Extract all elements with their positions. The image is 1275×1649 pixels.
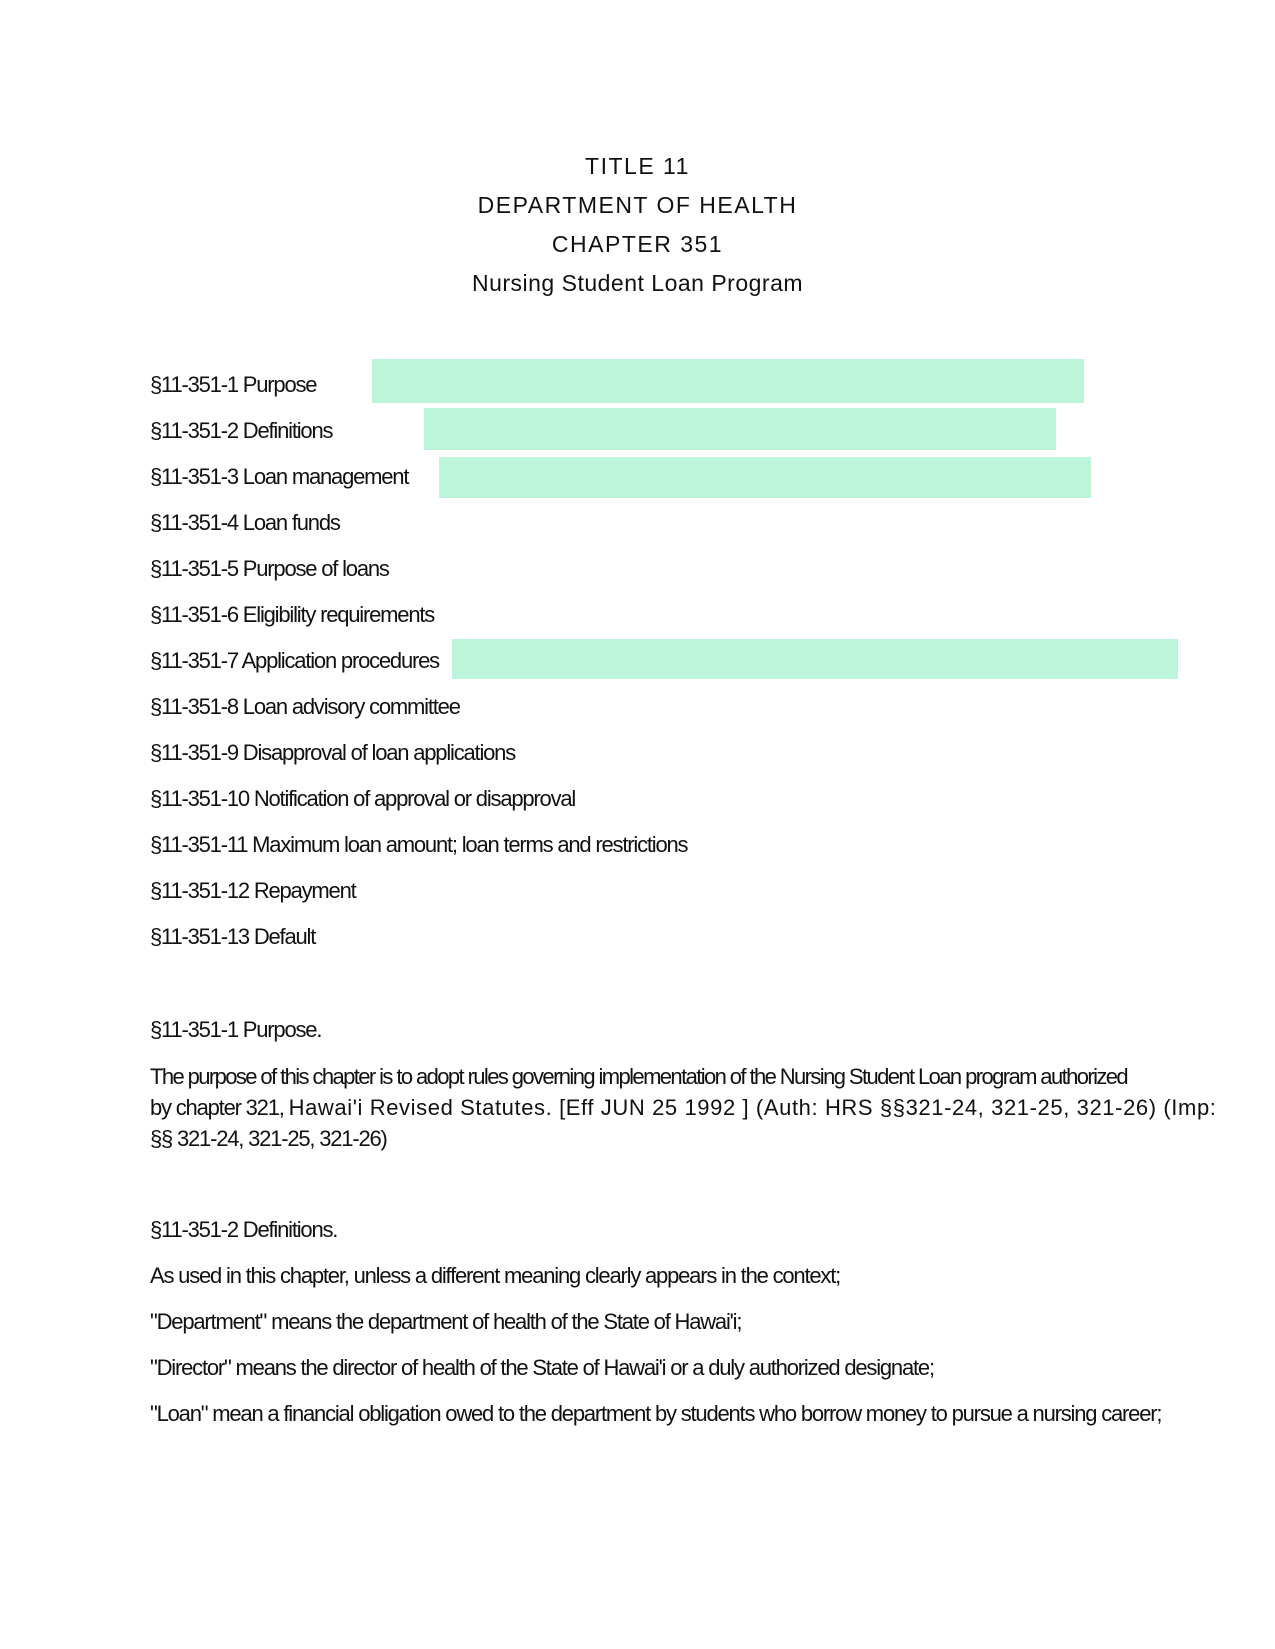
department-name: DEPARTMENT OF HEALTH [477, 192, 798, 218]
purpose-text-line-1: The purpose of this chapter is to adopt rules governing implementation of the Nursing Student Loan program authorized [150, 1064, 1128, 1089]
section-heading-definitions: §11-351-2 Definitions. [150, 1217, 338, 1242]
toc-item-purpose[interactable]: §11-351-1 Purpose [150, 372, 317, 397]
toc-item-default[interactable]: §11-351-13 Default [150, 924, 316, 949]
purpose-text-line-3: §§ 321-24, 321-25, 321-26) [150, 1126, 387, 1151]
program-name: Nursing Student Loan Program [471, 270, 804, 296]
highlight-block-3 [439, 457, 1091, 498]
document-title: TITLE 11 [585, 153, 690, 179]
highlight-block-2 [424, 408, 1056, 450]
definition-loan: "Loan" mean a financial obligation owed to the department by students who borrow money to pursue a nursing career; [150, 1401, 1162, 1426]
section-heading-purpose: §11-351-1 Purpose. [150, 1017, 322, 1042]
toc-item-loan-funds[interactable]: §11-351-4 Loan funds [150, 510, 340, 535]
toc-item-advisory-committee[interactable]: §11-351-8 Loan advisory committee [150, 694, 460, 719]
highlight-block-4 [452, 639, 1178, 679]
toc-item-definitions[interactable]: §11-351-2 Definitions [150, 418, 333, 443]
definitions-intro: As used in this chapter, unless a different meaning clearly appears in the context; [150, 1263, 841, 1288]
definition-director: "Director" means the director of health of the State of Hawai'i or a duly authorized designate; [150, 1355, 934, 1380]
toc-item-notification[interactable]: §11-351-10 Notification of approval or disapproval [150, 786, 576, 811]
purpose-text-line-2a: by chapter 321, [150, 1095, 284, 1120]
purpose-text-line-2b: Hawai'i Revised Statutes. [Eff JUN 25 1992 ] (Auth: HRS §§321-24, 321-25, 321-26) (Imp: [288, 1095, 1217, 1120]
highlight-block-1 [372, 359, 1084, 403]
purpose-text-line-2 [150, 1093, 1217, 1123]
definition-department: "Department" means the department of health of the State of Hawai'i; [150, 1309, 742, 1334]
toc-item-repayment[interactable]: §11-351-12 Repayment [150, 878, 356, 903]
chapter-number: CHAPTER 351 [551, 231, 724, 257]
toc-item-application-procedures[interactable]: §11-351-7 Application procedures [150, 648, 439, 673]
toc-item-maximum-loan[interactable]: §11-351-11 Maximum loan amount; loan terms and restrictions [150, 832, 688, 857]
toc-item-disapproval[interactable]: §11-351-9 Disapproval of loan applications [150, 740, 516, 765]
toc-item-loan-management[interactable]: §11-351-3 Loan management [150, 464, 409, 489]
toc-item-purpose-of-loans[interactable]: §11-351-5 Purpose of loans [150, 556, 389, 581]
toc-item-eligibility[interactable]: §11-351-6 Eligibility requirements [150, 602, 435, 627]
